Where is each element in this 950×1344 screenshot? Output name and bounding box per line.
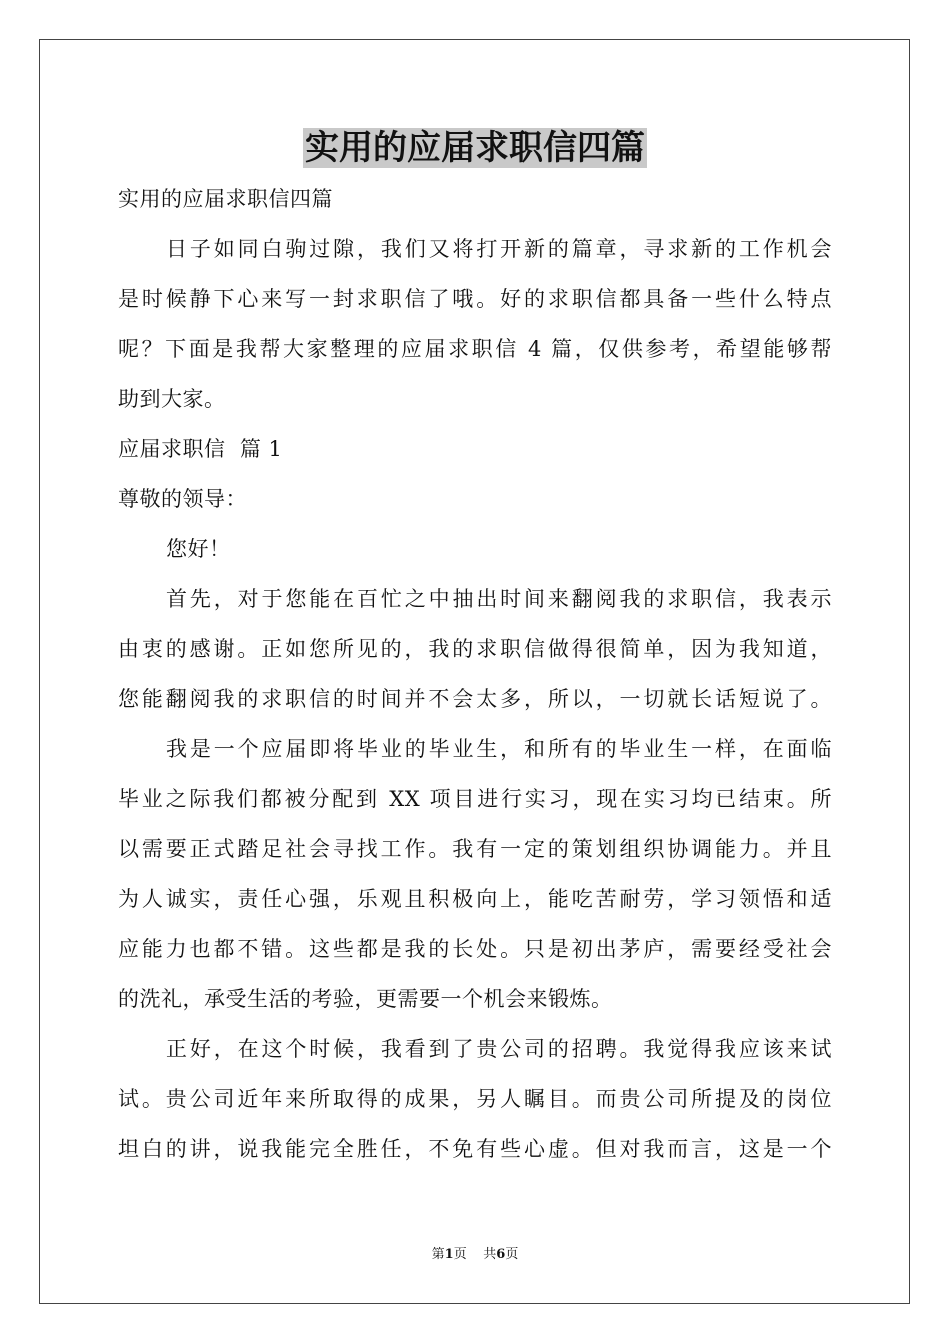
body-line: 的洗礼，承受生活的考验，更需要一个机会来锻炼。 — [118, 987, 613, 1011]
body-line: 日子如同白驹过隙，我们又将打开新的篇章，寻求新的工作机会 — [166, 237, 832, 261]
body-line: 应能力也都不错。这些都是我的长处。只是初出茅庐，需要经受社会 — [118, 937, 832, 961]
total-prefix: 共 — [483, 1247, 497, 1262]
body-line: 试。贵公司近年来所取得的成果，另人瞩目。而贵公司所提及的岗位 — [118, 1087, 832, 1111]
section-heading: 应届求职信 篇 1 — [118, 437, 283, 461]
page-prefix: 第 — [431, 1247, 445, 1262]
subtitle-line: 实用的应届求职信四篇 — [118, 187, 333, 211]
document-title-text: 实用的应届求职信四篇 — [305, 128, 645, 168]
total-suffix: 页 — [505, 1247, 519, 1262]
body-line: 以需要正式踏足社会寻找工作。我有一定的策划组织协调能力。并且 — [118, 837, 832, 861]
body-line: 坦白的讲，说我能完全胜任，不免有些心虚。但对我而言，这是一个 — [118, 1137, 832, 1161]
page-current: 1 — [444, 1247, 454, 1262]
body-line: 为人诚实，责任心强，乐观且积极向上，能吃苦耐劳，学习领悟和适 — [118, 887, 832, 911]
document-title — [0, 124, 950, 172]
body-line: 毕业之际我们都被分配到 XX 项目进行实习，现在实习均已结束。所 — [118, 787, 832, 811]
page-footer — [0, 1245, 950, 1265]
body-line: 首先，对于您能在百忙之中抽出时间来翻阅我的求职信，我表示 — [166, 587, 832, 611]
body-line: 您能翻阅我的求职信的时间并不会太多，所以，一切就长话短说了。 — [118, 687, 832, 711]
page-suffix: 页 — [453, 1247, 467, 1262]
body-line: 由衷的感谢。正如您所见的，我的求职信做得很简单，因为我知道， — [118, 637, 832, 661]
body-line: 呢？下面是我帮大家整理的应届求职信 4 篇，仅供参考，希望能够帮 — [118, 337, 832, 361]
greeting: 您好！ — [166, 537, 231, 561]
body-line: 是时候静下心来写一封求职信了哦。好的求职信都具备一些什么特点 — [118, 287, 832, 311]
salutation: 尊敬的领导： — [118, 487, 247, 511]
document-body — [118, 174, 832, 1174]
page-total: 6 — [496, 1247, 506, 1262]
body-line: 助到大家。 — [118, 387, 226, 411]
body-line: 正好，在这个时候，我看到了贵公司的招聘。我觉得我应该来试 — [166, 1037, 832, 1061]
body-line: 我是一个应届即将毕业的毕业生，和所有的毕业生一样，在面临 — [166, 737, 832, 761]
